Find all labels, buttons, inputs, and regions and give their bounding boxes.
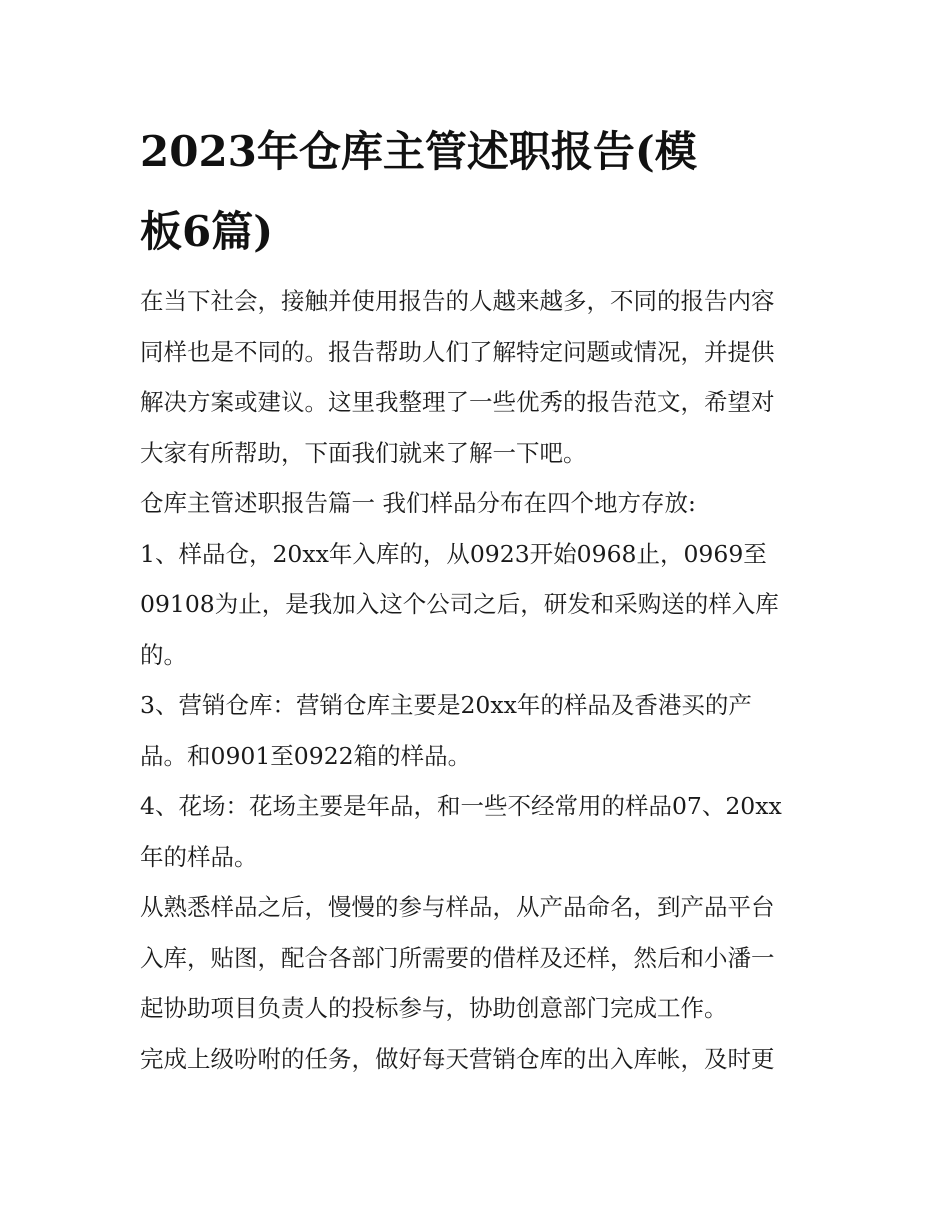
text-line: 仓库主管述职报告篇一 我们样品分布在四个地方存放: [140,489,696,517]
text-line: 起协助项目负责人的投标参与，协助创意部门完成工作。 [140,994,728,1022]
paragraph-work-process [140,882,820,1034]
paragraph-item-3 [140,680,820,781]
text-line: 完成上级吩咐的任务，做好每天营销仓库的出入库帐，及时更 [140,1044,775,1073]
paragraph-item-1 [140,529,820,681]
text-line: 入库，贴图，配合各部门所需要的借样及还样，然后和小潘一 [140,943,775,972]
text-line: 3、营销仓库：营销仓库主要是20xx年的样品及香港买的产 [140,691,752,719]
text-line: 年的样品。 [140,842,258,871]
text-line: 品。和0901至0922箱的样品。 [140,741,472,770]
title-line: 板6篇) [140,207,274,256]
text-line: 解决方案或建议。这里我整理了一些优秀的报告范文，希望对 [140,388,775,416]
text-line: 1、样品仓，20xx年入库的，从0923开始0968止，0969至 [140,539,767,568]
text-line: 09108为止，是我加入这个公司之后，研发和采购送的样入库 [140,590,779,618]
document-body [140,276,820,1084]
paragraph-tasks [140,1034,820,1085]
text-line: 同样也是不同的。报告帮助人们了解特定问题或情况，并提供 [140,337,775,366]
title-line: 2023年仓库主管述职报告(模 [140,127,697,176]
text-line: 的。 [140,640,187,669]
text-line: 从熟悉样品之后，慢慢的参与样品，从产品命名，到产品平台 [140,893,775,921]
text-line: 大家有所帮助，下面我们就来了解一下吧。 [140,438,587,467]
paragraph-item-4 [140,781,820,882]
paragraph-section-heading [140,478,820,529]
text-line: 在当下社会，接触并使用报告的人越来越多，不同的报告内容 [140,287,775,315]
document-title [140,112,820,272]
paragraph-intro [140,276,820,478]
text-line: 4、花场：花场主要是年品，和一些不经常用的样品07、20xx [140,792,782,820]
